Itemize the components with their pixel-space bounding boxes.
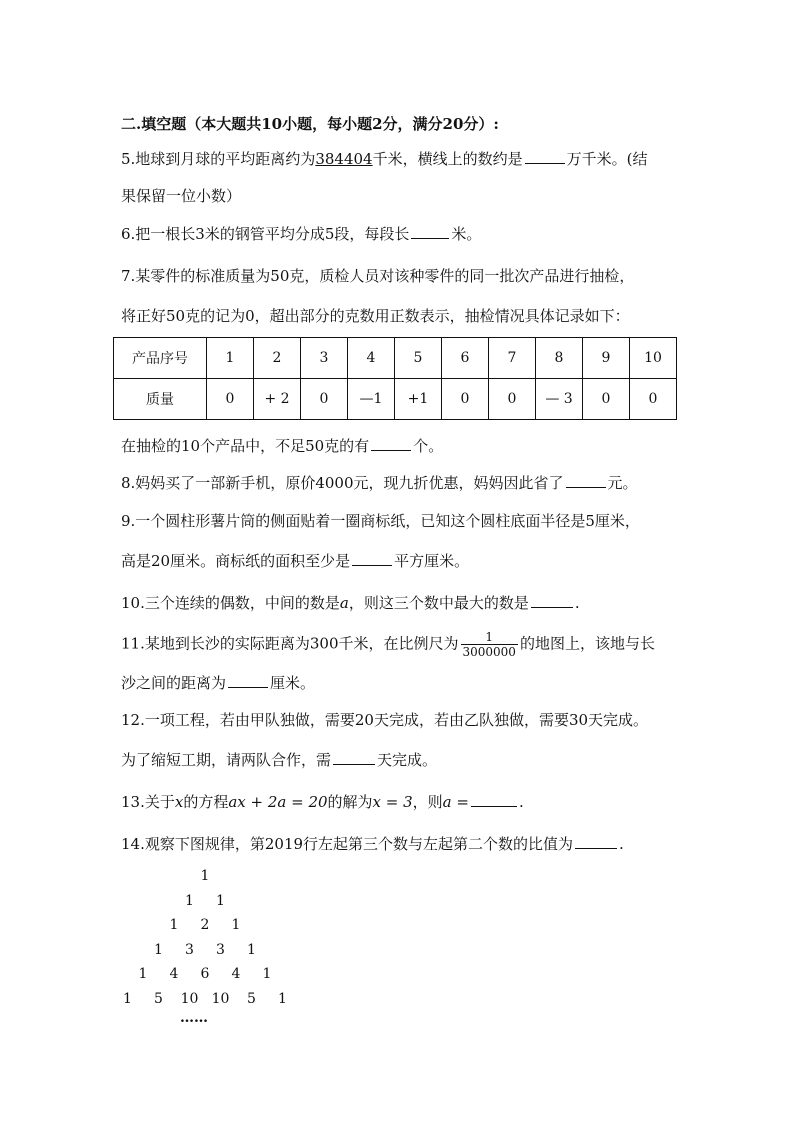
q13-solution: x = 3 [372,793,413,811]
q13-equation: ax + 2a = 20 [228,793,328,811]
pascal-number: 1 [169,917,179,933]
q9-text-post: 平方厘米。 [394,552,470,570]
q11-text-post: 的地图上，该地与长 [519,634,655,653]
pascal-number: 6 [200,966,210,982]
inspection-table [113,337,677,420]
q13-text-mid1: 的方程 [183,793,229,811]
pascal-number: 1 [231,917,241,933]
pascal-number: 4 [169,966,179,982]
pascal-number: 3 [185,941,194,958]
q9-text: 高是20厘米。商标纸的面积至少是 [121,552,351,570]
table-cell: 0 [301,379,348,420]
fraction-denominator: 3000000 [462,645,516,659]
pascal-number: 10 [180,990,199,1007]
q14-text: 14.观察下图规律，第2019行左起第三个数与左起第二个数的比值为 [121,835,574,853]
q11-line2 [121,673,315,693]
table-cell: 6 [442,338,489,379]
q13-variable-x: x [174,793,184,811]
q12-answer-blank[interactable] [333,750,375,765]
q5-answer-blank[interactable] [525,149,565,164]
q10-answer-blank[interactable] [531,593,573,608]
table-cell: 0 [630,379,677,420]
table-cell: 0 [442,379,489,420]
pascal-number: 1 [278,990,287,1007]
q12-line1: 12.一项工程，若由甲队独做，需要20天完成，若由乙队独做，需要30天完成。 [121,711,649,729]
q6-answer-blank[interactable] [411,224,449,239]
table-cell: 10 [630,338,677,379]
pascal-number: 3 [216,941,225,958]
pascal-ellipsis: …… [180,1010,208,1026]
q8-text: 8.妈妈买了一部新手机，原价4000元，现九折优惠，妈妈因此省了 [121,474,564,492]
q10-variable: a [339,594,349,612]
q7-followup [121,436,443,456]
pascal-number: 2 [200,917,210,933]
pascal-number: 1 [216,892,225,909]
q9-line2 [121,551,469,571]
pascal-number: 5 [154,990,163,1007]
q11-text: 11.某地到长沙的实际距离为300千米，在比例尺为 [121,634,459,653]
pascal-number: 1 [247,941,256,958]
table-cell: 5 [395,338,442,379]
q9-answer-blank[interactable] [352,551,392,566]
table-header-mass: 质量 [114,379,207,420]
q12-line2 [121,750,437,770]
q5-text-mid: 千米，横线上的数约是 [372,150,523,168]
q7-line2: 将正好50克的记为0，超出部分的克数用正数表示，抽检情况具体记录如下： [121,307,630,325]
section-title: 二.填空题（本大题共10小题，每小题2分，满分20分）: [121,115,499,133]
q7-line1: 7.某零件的标准质量为50克，质检人员对该种零件的同一批次产品进行抽检， [121,267,635,285]
question-8 [121,473,638,493]
table-cell: 0 [489,379,536,420]
q5-text-post: 万千米。(结 [566,150,648,168]
pascal-number: 10 [211,990,230,1007]
q10-text-post: . [574,594,580,612]
q10-text-mid: ，则这三个数中最大的数是 [348,594,529,612]
table-cell: 1 [207,338,254,379]
q11-answer-blank[interactable] [228,673,268,688]
q9-line1: 9.一个圆柱形薯片筒的侧面贴着一圈商标纸，已知这个圆柱底面半径是5厘米， [121,512,640,530]
pascal-number: 4 [231,966,241,982]
pascal-number: 1 [262,966,272,982]
q5-distance: 384404 [315,150,373,168]
q7-followup-text: 在抽检的10个产品中，不足50克的有 [121,437,370,455]
q14-answer-blank[interactable] [575,834,617,849]
pascal-number: 1 [200,868,210,884]
scale-fraction [461,630,518,659]
table-header-serial: 产品序号 [114,338,207,379]
q14-text-post: . [619,835,624,853]
pascal-number: 1 [154,941,163,958]
q13-answer-blank[interactable] [471,792,517,807]
q11-line2-post: 厘米。 [270,674,316,692]
q12-text-post: 天完成。 [377,751,438,769]
table-cell: 0 [583,379,630,420]
question-11 [121,630,655,659]
question-10 [121,593,580,613]
table-cell: 0 [207,379,254,420]
table-cell: + 2 [254,379,301,420]
q10-text: 10.三个连续的偶数，中间的数是 [121,594,340,612]
q5-text: 5.地球到月球的平均距离约为 [121,150,316,168]
q13-ask: a = [442,793,469,811]
pascal-number: 1 [185,892,194,909]
question-5 [121,149,647,169]
q12-text: 为了缩短工期，请两队合作，需 [121,751,332,769]
question-13 [121,792,524,812]
pascal-number: 1 [138,966,148,982]
table-cell: 4 [348,338,395,379]
q13-text-mid2: 的解为 [327,793,373,811]
q8-text-post: 元。 [607,474,638,492]
table-cell: —1 [348,379,395,420]
q13-text-post: . [518,793,524,811]
table-cell: +1 [395,379,442,420]
table-cell: 8 [536,338,583,379]
pascal-number: 1 [123,990,132,1007]
q13-text: 13.关于 [121,793,175,811]
fraction-numerator: 1 [461,630,518,645]
table-cell: 2 [254,338,301,379]
q6-text-post: 米。 [451,225,482,243]
question-14 [121,834,624,854]
q11-line2-text: 沙之间的距离为 [121,674,227,692]
table-cell: — 3 [536,379,583,420]
q5-line2: 果保留一位小数） [121,187,242,205]
table-cell: 7 [489,338,536,379]
question-6 [121,224,481,244]
pascal-number: 5 [247,990,256,1007]
q7-answer-blank[interactable] [371,436,411,451]
table-row [114,338,677,379]
q8-answer-blank[interactable] [566,473,606,488]
q13-text-mid3: ，则 [412,793,443,811]
q7-followup-post: 个。 [413,437,444,455]
table-cell: 3 [301,338,348,379]
table-row [114,379,677,420]
table-cell: 9 [583,338,630,379]
q6-text: 6.把一根长3米的钢管平均分成5段，每段长 [121,225,410,243]
